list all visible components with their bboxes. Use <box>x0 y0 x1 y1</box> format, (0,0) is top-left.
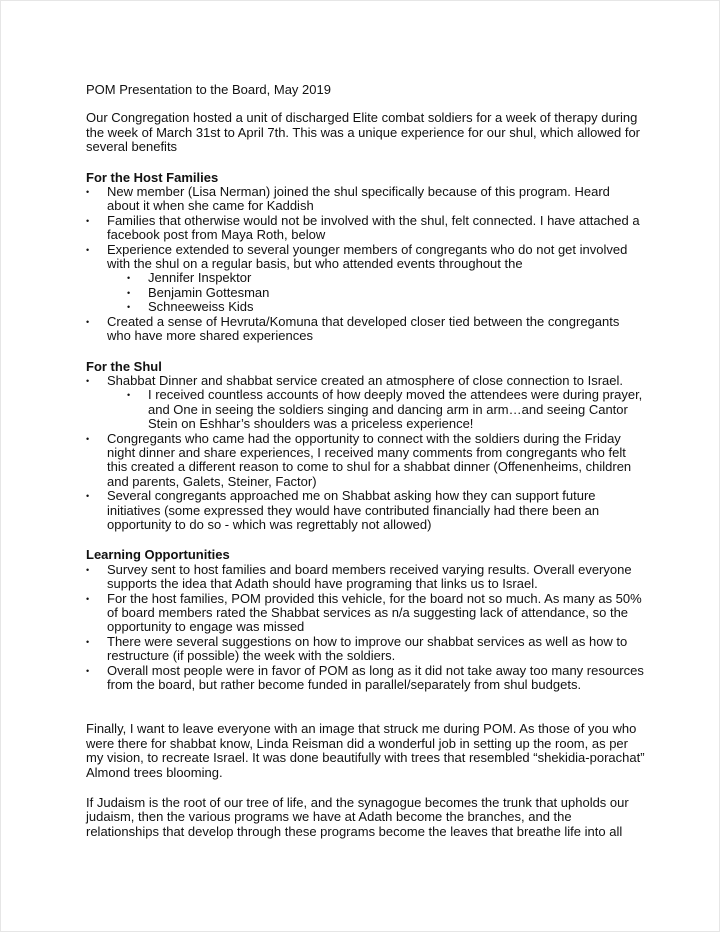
host-families-list <box>86 185 646 271</box>
section-heading-shul: For the Shul <box>86 358 162 374</box>
sub-list-item: • Schneeweiss Kids <box>127 300 646 314</box>
document-title: POM Presentation to the Board, May 2019 <box>86 82 331 97</box>
list-item: • Families that otherwise would not be involved with the shul, felt connected. I have attached a facebook post from Maya Roth, below <box>86 214 646 243</box>
list-item: • There were several suggestions on how to improve our shabbat services as well as how to restructure (if possible) the week with the soldiers. <box>86 635 646 664</box>
sub-list-item: • Benjamin Gottesman <box>127 286 646 300</box>
list-item-text: Experience extended to several younger members of congregants who do not get involved with the shul on a regular basis, but who attended events throughout the <box>107 241 628 272</box>
sub-list-item: • Jennifer Inspektor <box>127 271 646 285</box>
closing-paragraph-1: Finally, I want to leave everyone with an image that struck me during POM. As those of you who were there for shabbat know, Linda Reisman did a wonderful job in setting up the room, as per my vision, to recreate Israel. It was done beautifully with trees that resembled “shekidia-porachat” Almond trees blooming. <box>86 721 645 780</box>
list-item: • For the host families, POM provided this vehicle, for the board not so much. As many as 50% of board members rated the Shabbat services as n/a suggesting lack of attendance, so the opportunity to engage was missed <box>86 592 646 635</box>
list-item: • Created a sense of Hevruta/Komuna that developed closer tied between the congregants who have more shared experiences <box>86 315 646 344</box>
shul-list-cont <box>86 432 646 533</box>
document-body <box>86 83 646 839</box>
list-item: • New member (Lisa Nerman) joined the shul specifically because of this program. Heard about it when she came for Kaddish <box>86 185 646 214</box>
intro-paragraph: Our Congregation hosted a unit of discharged Elite combat soldiers for a week of therapy during the week of March 31st to April 7th. This was a unique experience for our shul, which allowed for several benefits <box>86 110 640 155</box>
host-families-list-cont <box>86 315 646 344</box>
learning-list <box>86 563 646 693</box>
list-item: • Several congregants approached me on Shabbat asking how they can support future initiatives (some expressed they would have contributed financially had there been an opportunity to do so - which was regrettably not allowed) <box>86 489 646 532</box>
list-item: • Survey sent to host families and board members received varying results. Overall everyone supports the idea that Adath should have programing that links us to Israel. <box>86 563 646 592</box>
younger-members-list <box>86 271 646 314</box>
section-heading-learning: Learning Opportunities <box>86 547 230 563</box>
closing-paragraph-2: If Judaism is the root of our tree of life, and the synagogue becomes the trunk that upholds our judaism, then the various programs we have at Adath become the branches, and the relationships that develop through these programs become the leaves that breathe life into all <box>86 795 629 839</box>
list-item: • Shabbat Dinner and shabbat service created an atmosphere of close connection to Israel. <box>86 374 646 388</box>
sub-list-item: • I received countless accounts of how deeply moved the attendees were during prayer, and One in seeing the soldiers singing and dancing arm in arm…and seeing Cantor Stein on Eshhar’s shoulders was a priceless experience! <box>127 388 646 431</box>
shul-sub-list <box>86 388 646 431</box>
list-item: • Congregants who came had the opportunity to connect with the soldiers during the Friday night dinner and share experiences, I received many comments from congregants who felt this created a different reason to come to shul for a shabbat dinner (Offenenheims, children and parents, Galets, Steiner, Factor) <box>86 432 646 490</box>
section-heading-host-families: For the Host Families <box>86 169 219 185</box>
list-item <box>86 243 646 272</box>
shul-list <box>86 374 646 388</box>
list-item: • Overall most people were in favor of POM as long as it did not take away too many resources from the board, but rather become funded in parallel/separately from shul budgets. <box>86 664 646 693</box>
